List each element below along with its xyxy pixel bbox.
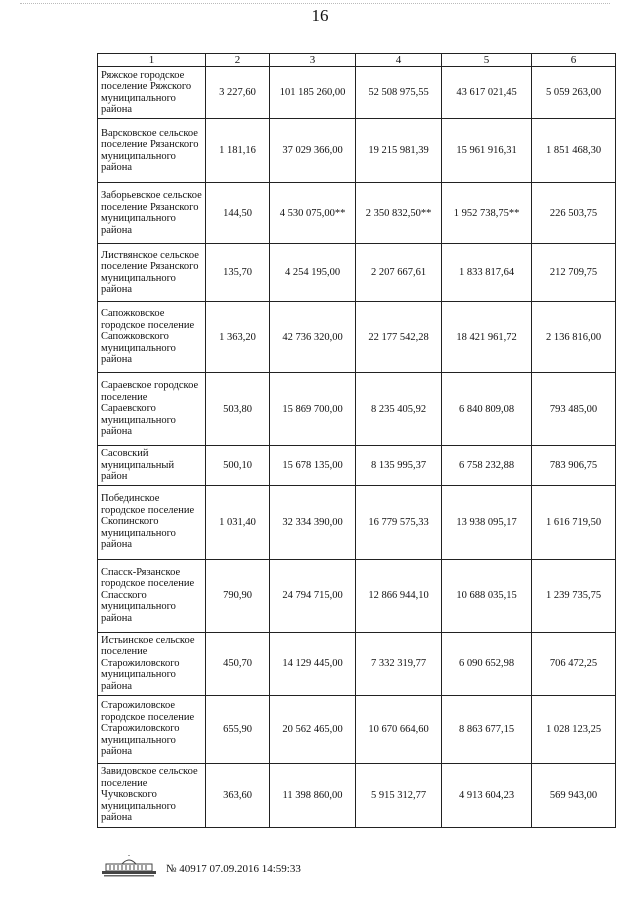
col4-value-cell: 12 866 944,10 [356,559,442,632]
municipality-name-cell: Сасовский муниципальный район [98,446,206,486]
col3-value-cell: 15 678 135,00 [270,446,356,486]
col2-value-cell: 1 363,20 [206,302,270,373]
col4-value-cell: 22 177 542,28 [356,302,442,373]
municipality-name-cell: Листвянское сельское поселение Рязанского муниципального района [98,244,206,302]
municipality-name-cell: Старожиловское городское поселение Старожиловского муниципального района [98,695,206,763]
col6-value-cell: 783 906,75 [532,446,616,486]
table-row [98,119,616,183]
col3-value-cell: 37 029 366,00 [270,119,356,183]
municipality-name-cell: Побединское городское поселение Скопинского муниципального района [98,485,206,559]
col6-value-cell: 5 059 263,00 [532,67,616,119]
col3-value-cell: 20 562 465,00 [270,695,356,763]
document-footer [100,855,400,885]
col5-value-cell: 1 833 817,64 [442,244,532,302]
table-row [98,373,616,446]
col5-value-cell: 6 758 232,88 [442,446,532,486]
col6-value-cell: 1 028 123,25 [532,695,616,763]
col3-value-cell: 11 398 860,00 [270,763,356,827]
col5-value-cell: 18 421 961,72 [442,302,532,373]
col5-value-cell: 4 913 604,23 [442,763,532,827]
municipality-name-cell: Истьинское сельское поселение Старожиловского муниципального района [98,632,206,695]
col5-value-cell: 8 863 677,15 [442,695,532,763]
col2-value-cell: 1 181,16 [206,119,270,183]
municipality-name-cell: Заборьевское сельское поселение Рязанского муниципального района [98,183,206,244]
col3-value-cell: 4 530 075,00** [270,183,356,244]
col3-value-cell: 14 129 445,00 [270,632,356,695]
col6-value-cell: 1 239 735,75 [532,559,616,632]
col4-value-cell: 10 670 664,60 [356,695,442,763]
col6-value-cell: 569 943,00 [532,763,616,827]
col2-value-cell: 450,70 [206,632,270,695]
municipality-name-cell: Ряжское городское поселение Ряжского муниципального района [98,67,206,119]
col5-value-cell: 15 961 916,31 [442,119,532,183]
table-row [98,244,616,302]
table-row [98,632,616,695]
col2-value-cell: 503,80 [206,373,270,446]
document-registration-number: № 40917 07.09.2016 14:59:33 [166,863,301,875]
municipality-name-cell: Спасск-Рязанское городское поселение Спасского муниципального района [98,559,206,632]
col4-value-cell: 5 915 312,77 [356,763,442,827]
table-row [98,446,616,486]
col6-value-cell: 706 472,25 [532,632,616,695]
table-row [98,763,616,827]
table-row [98,695,616,763]
col6-value-cell: 793 485,00 [532,373,616,446]
municipality-name-cell: Завидовское сельское поселение Чучковского муниципального района [98,763,206,827]
col2-value-cell: 135,70 [206,244,270,302]
col5-value-cell: 1 952 738,75** [442,183,532,244]
col6-value-cell: 2 136 816,00 [532,302,616,373]
col2-value-cell: 790,90 [206,559,270,632]
parliament-building-logo [100,855,158,877]
municipality-name-cell: Сараевское городское поселение Сараевского муниципального района [98,373,206,446]
col2-value-cell: 655,90 [206,695,270,763]
table-header-row [98,54,616,67]
col4-value-cell: 8 235 405,92 [356,373,442,446]
column-header: 1 [98,54,206,67]
col4-value-cell: 7 332 319,77 [356,632,442,695]
col6-value-cell: 212 709,75 [532,244,616,302]
col5-value-cell: 6 840 809,08 [442,373,532,446]
col3-value-cell: 32 334 390,00 [270,485,356,559]
col6-value-cell: 226 503,75 [532,183,616,244]
column-header: 3 [270,54,356,67]
column-header: 5 [442,54,532,67]
col5-value-cell: 13 938 095,17 [442,485,532,559]
col3-value-cell: 4 254 195,00 [270,244,356,302]
municipality-name-cell: Сапожковское городское поселение Сапожковского муниципального района [98,302,206,373]
col3-value-cell: 15 869 700,00 [270,373,356,446]
col2-value-cell: 1 031,40 [206,485,270,559]
page-number: 16 [311,6,329,25]
table-row [98,485,616,559]
municipality-name-cell: Варсковское сельское поселение Рязанского муниципального района [98,119,206,183]
column-header: 4 [356,54,442,67]
table-row [98,183,616,244]
col3-value-cell: 101 185 260,00 [270,67,356,119]
col2-value-cell: 500,10 [206,446,270,486]
col5-value-cell: 10 688 035,15 [442,559,532,632]
col6-value-cell: 1 616 719,50 [532,485,616,559]
col5-value-cell: 6 090 652,98 [442,632,532,695]
col2-value-cell: 363,60 [206,763,270,827]
table-row [98,559,616,632]
col2-value-cell: 3 227,60 [206,67,270,119]
column-header: 2 [206,54,270,67]
col5-value-cell: 43 617 021,45 [442,67,532,119]
col6-value-cell: 1 851 468,30 [532,119,616,183]
col4-value-cell: 16 779 575,33 [356,485,442,559]
col4-value-cell: 52 508 975,55 [356,67,442,119]
col3-value-cell: 24 794 715,00 [270,559,356,632]
col4-value-cell: 2 207 667,61 [356,244,442,302]
table-row [98,67,616,119]
column-header: 6 [532,54,616,67]
scan-artifact-line [20,3,610,4]
col4-value-cell: 2 350 832,50** [356,183,442,244]
col2-value-cell: 144,50 [206,183,270,244]
col4-value-cell: 19 215 981,39 [356,119,442,183]
col4-value-cell: 8 135 995,37 [356,446,442,486]
data-table [97,53,616,828]
col3-value-cell: 42 736 320,00 [270,302,356,373]
table-row [98,302,616,373]
